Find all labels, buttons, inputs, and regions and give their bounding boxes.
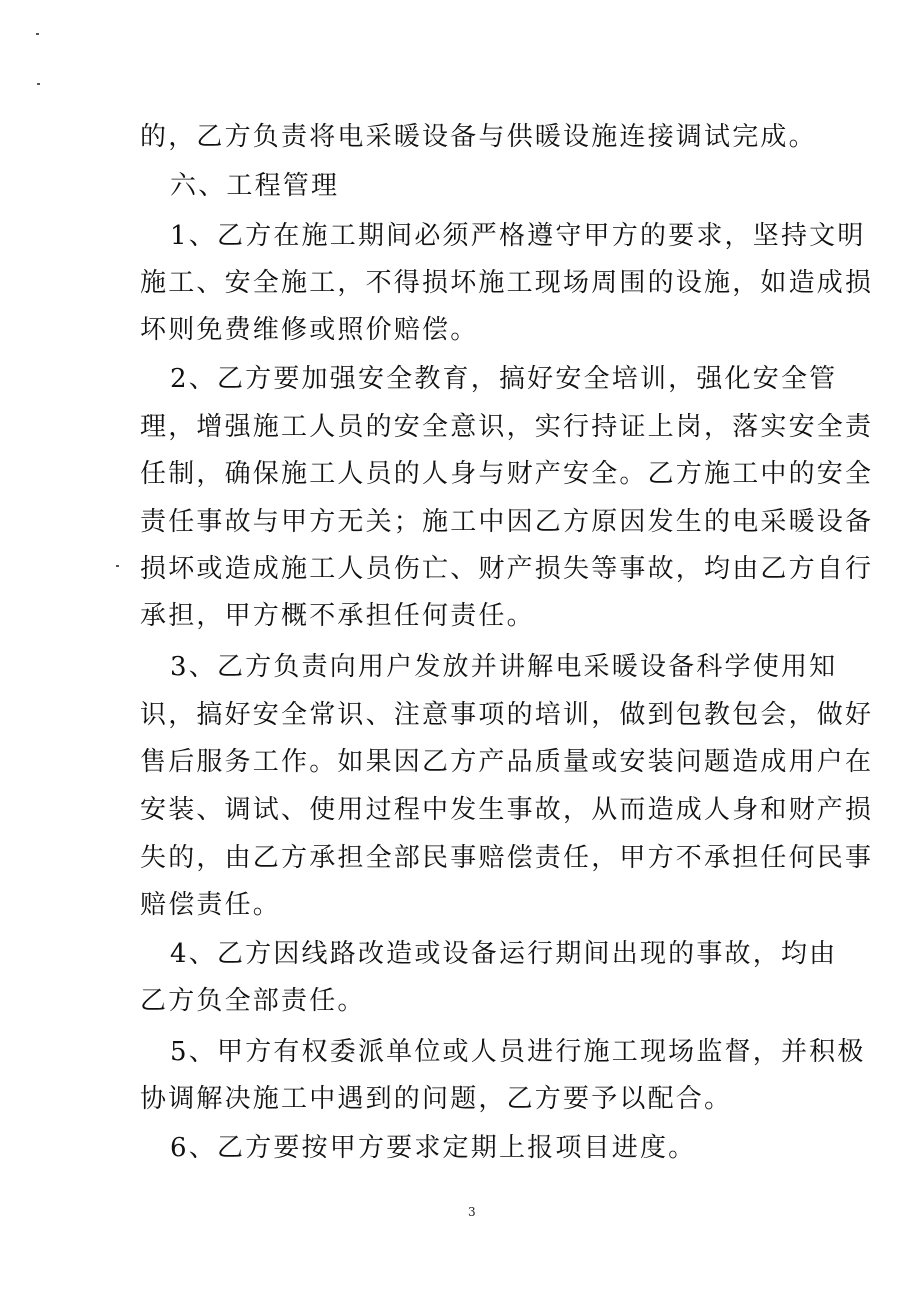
clause-2-line-2: 理，增强施工人员的安全意识，实行持证上岗，落实安全责: [140, 412, 874, 442]
clause-6-line-1: 6、乙方要按甲方要求定期上报项目进度。: [170, 1133, 697, 1163]
clause-2-line-4: 责任事故与甲方无关；施工中因乙方原因发生的电采暖设备: [140, 507, 874, 537]
clause-1-line-2: 施工、安全施工，不得损坏施工现场周围的设施，如造成损: [140, 268, 874, 298]
scan-speck: [37, 83, 40, 85]
clause-1-line-1: 1、乙方在施工期间必须严格遵守甲方的要求，坚持文明: [170, 221, 866, 251]
clause-5-line-2: 协调解决施工中遇到的问题，乙方要予以配合。: [140, 1084, 733, 1114]
clause-4-line-2: 乙方负全部责任。: [140, 986, 366, 1016]
clause-1-line-3: 坏则免费维修或照价赔偿。: [140, 315, 479, 345]
page-number: 3: [468, 1205, 476, 1219]
scan-speck: [116, 565, 119, 567]
clause-3-line-4: 安装、调试、使用过程中发生事故，从而造成人身和财产损: [140, 795, 874, 825]
clause-2-line-1: 2、乙方要加强安全教育，搞好安全培训，强化安全管: [170, 364, 838, 394]
clause-3-line-6: 赔偿责任。: [140, 890, 282, 920]
clause-3-line-2: 识，搞好安全常识、注意事项的培训，做到包教包会，做好: [140, 700, 874, 730]
scan-speck: [36, 33, 39, 35]
clause-2-line-5: 损坏或造成施工人员伤亡、财产损失等事故，均由乙方自行: [140, 554, 874, 584]
clause-3-line-3: 售后服务工作。如果因乙方产品质量或安装问题造成用户在: [140, 747, 874, 777]
clause-4-line-1: 4、乙方因线路改造或设备运行期间出现的事故，均由: [170, 939, 838, 969]
section-heading: 六、工程管理: [170, 171, 340, 201]
clause-3-line-1: 3、乙方负责向用户发放并讲解电采暖设备科学使用知: [170, 652, 838, 682]
text-line-continuation: 的，乙方负责将电采暖设备与供暖设施连接调试完成。: [140, 122, 817, 152]
clause-5-line-1: 5、甲方有权委派单位或人员进行施工现场监督，并积极: [170, 1037, 866, 1067]
clause-3-line-5: 失的，由乙方承担全部民事赔偿责任，甲方不承担任何民事: [140, 843, 874, 873]
clause-2-line-3: 任制，确保施工人员的人身与财产安全。乙方施工中的安全: [140, 459, 874, 489]
clause-2-line-6: 承担，甲方概不承担任何责任。: [140, 601, 535, 631]
